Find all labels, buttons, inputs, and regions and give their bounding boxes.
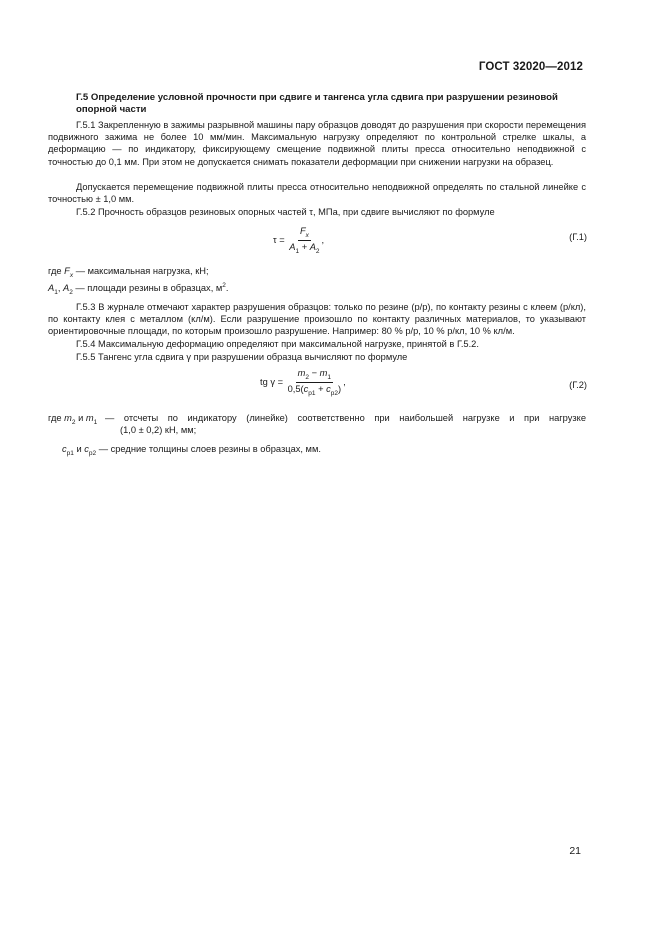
paragraph-text: Г.5.4 Максимальную деформацию определяют при максимальной нагрузке, принятой в Г.5.2. — [76, 339, 479, 349]
paragraph-g53 — [48, 301, 586, 338]
paragraph-text: Г.5.5 Тангенс угла сдвига γ при разрушении образца вычисляют по формуле — [76, 352, 408, 362]
formula-g1 — [273, 226, 324, 255]
paragraph-text: Г.5.3 В журнале отмечают характер разрушения образцов: только по резине (р/р), по контакту резины с клеем (р/кл), по контакту клея с металлом (кл/м). Если разрушение произошло по контакту различных материалов, то указывают ориентировочные площади, по которым произошло разрушение. Например: 80 % р/р, 10 % р/кл, 10 % кл/м. — [48, 302, 586, 337]
equation-number-g2: (Г.2) — [569, 380, 587, 390]
fraction — [287, 226, 321, 255]
section-title: Г.5 Определение условной прочности при сдвиге и тангенса угла сдвига при разрушении резиновой опорной части — [76, 92, 558, 115]
document-header: ГОСТ 32020—2012 — [478, 61, 583, 73]
fraction-denominator: $A_1 + A_2$ — [289, 241, 320, 255]
paragraph-g55 — [48, 351, 586, 363]
fraction-denominator: $0,5(c_{р1} + c_{р2})$ — [287, 383, 342, 397]
paragraph-text: Допускается перемещение подвижной плиты пресса относительно неподвижной определять по стальной линейке с точностью ± 1,0 мм. — [48, 182, 586, 205]
paragraph-g52 — [48, 206, 586, 218]
formula-g2 — [260, 368, 346, 397]
fraction-numerator: $F_x$ — [299, 226, 309, 239]
definition-m-text: — отсчеты по индикатору (линейке) соответственно при наибольшей нагрузке и при нагрузке — [105, 413, 586, 423]
definition-fx: где $F_x$ — максимальная нагрузка, кН; — [48, 266, 209, 279]
formula-tail: , — [343, 376, 346, 387]
definition-c: $c_{р1}$ и $c_{р2}$ — средние толщины слоев резины в образцах, мм. — [62, 444, 321, 457]
fraction — [286, 368, 344, 397]
definition-area: $A_1$, $A_2$ — площади резины в образцах, $м^2$. — [48, 282, 229, 296]
definition-m-symbols: где $m_2$ и $m_1$ — [48, 413, 98, 426]
formula-tail: , — [321, 234, 325, 245]
paragraph-g51 — [48, 119, 586, 168]
formula-lhs: tg γ = — [260, 376, 283, 387]
fraction-numerator: $m_2 - m_1$ — [297, 368, 332, 381]
definition-m-text-cont: (1,0 ± 0,2) кН, мм; — [120, 425, 197, 435]
paragraph-text: Г.5.2 Прочность образцов резиновых опорных частей τ, МПа, при сдвиге вычисляют по формуле — [76, 207, 495, 217]
page-number: 21 — [569, 845, 581, 857]
formula-lhs: τ = — [273, 234, 285, 245]
paragraph-g54 — [48, 338, 586, 350]
paragraph-tolerance — [48, 181, 586, 205]
equation-number-g1: (Г.1) — [569, 232, 587, 242]
paragraph-text: Г.5.1 Закрепленную в зажимы разрывной машины пару образцов доводят до разрушения при скорости перемещения подвижного зажима не более 10 мм/мин. Максимальную нагрузку определяют по контрольной стрелке шкалы, а деформацию — по индикатору, фиксирующему смещение подвижной плиты пресса относительно неподвижной с точностью до 0,1 мм. При этом не допускается снимать показатели деформации при снижении нагрузки на образец. — [48, 120, 586, 167]
